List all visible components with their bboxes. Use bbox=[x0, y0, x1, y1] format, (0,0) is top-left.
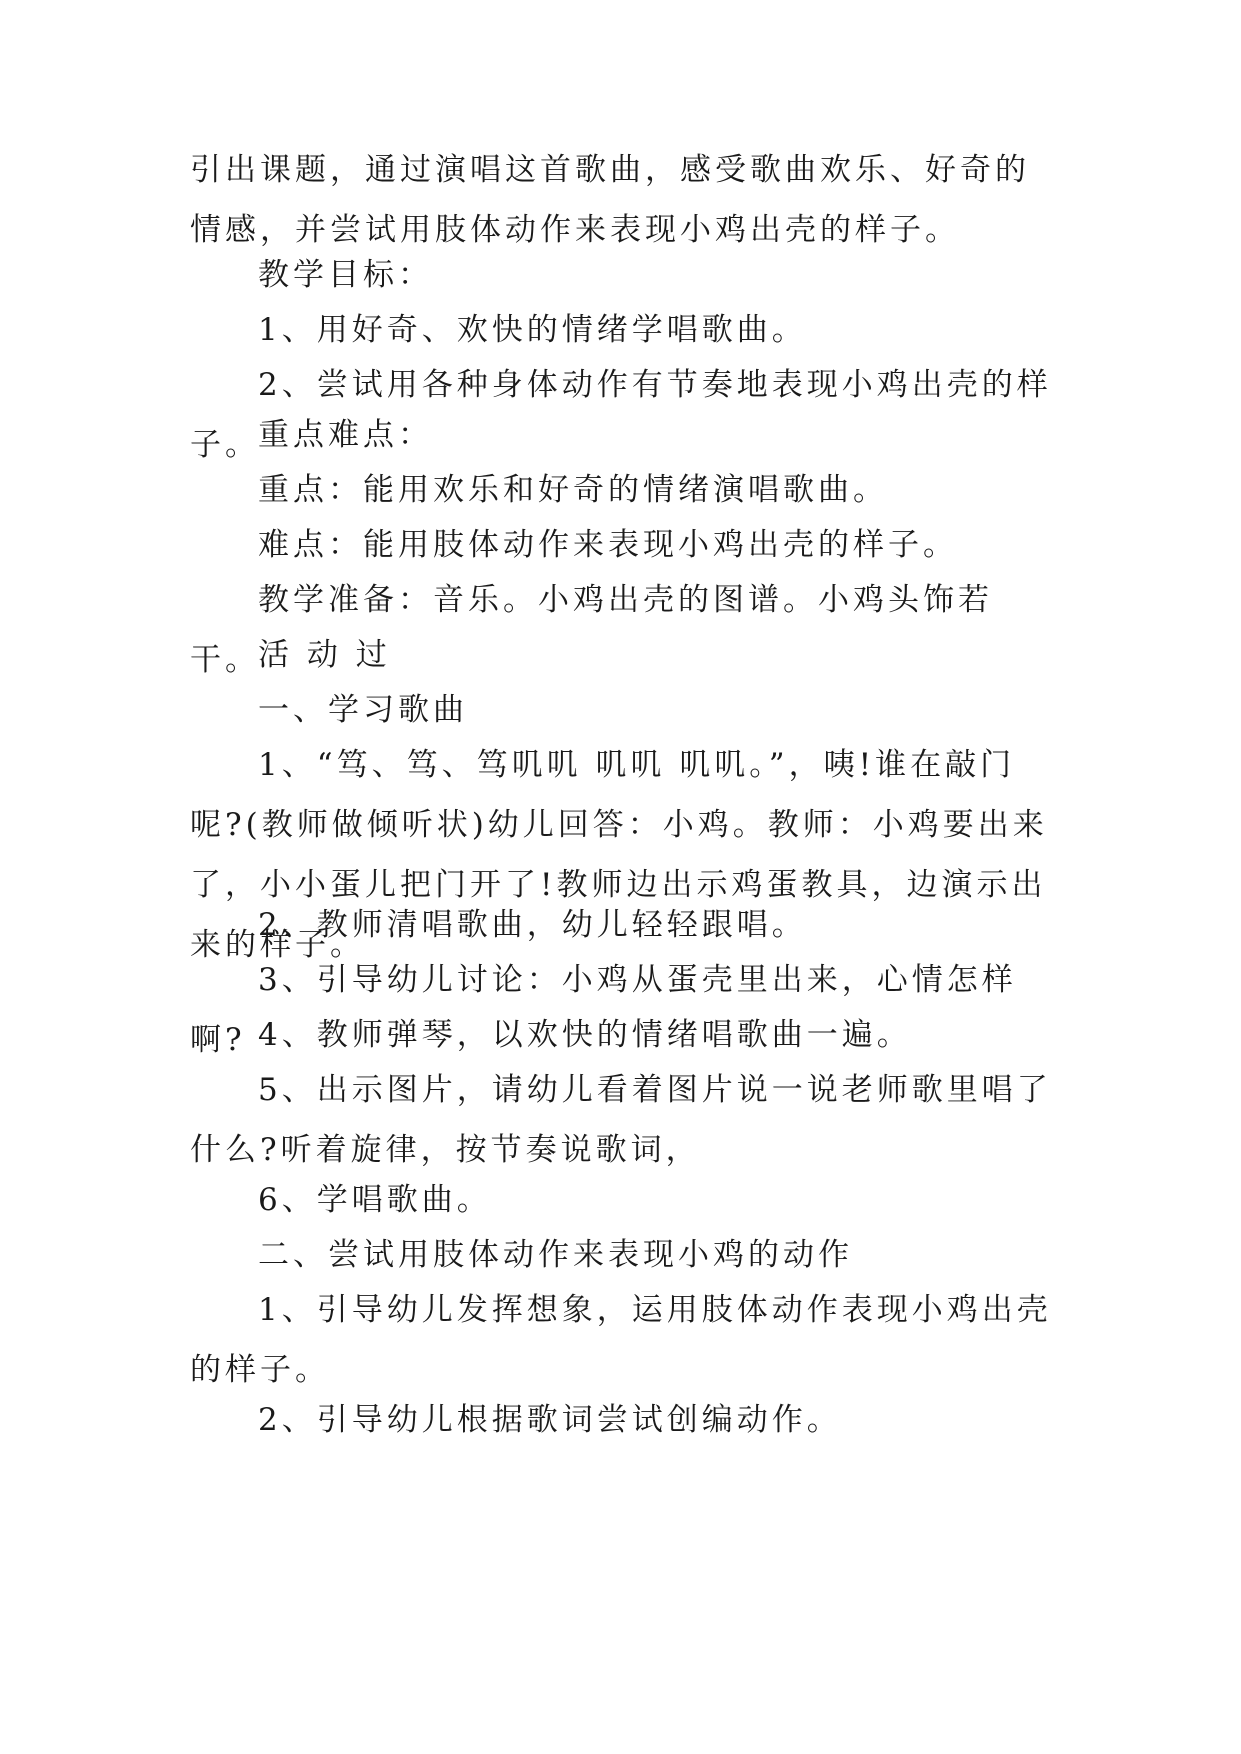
paragraph-step-1-6: 6、学唱歌曲。 bbox=[258, 1182, 492, 1218]
paragraph-step-1-5: 5、出示图片，请幼儿看着图片说一说老师歌里唱了什么?听着旋律，按节奏说歌词， bbox=[190, 1072, 1052, 1168]
paragraph-step-1-3: 3、引导幼儿讨论：小鸡从蛋壳里出来，心情怎样啊? bbox=[190, 962, 1017, 1058]
paragraph-goals-heading: 教学目标： bbox=[258, 257, 433, 293]
paragraph-activity-heading: 活 动 过 bbox=[258, 637, 391, 673]
paragraph-difficulty: 难点：能用肢体动作来表现小鸡出壳的样子。 bbox=[258, 527, 958, 563]
paragraph-section-1: 一、学习歌曲 bbox=[258, 692, 468, 728]
paragraph-step-1-2: 2、教师清唱歌曲，幼儿轻轻跟唱。 bbox=[258, 907, 807, 943]
paragraph-keypoints-heading: 重点难点： bbox=[258, 417, 433, 453]
paragraph-intro: 引出课题，通过演唱这首歌曲，感受歌曲欢乐、好奇的情感，并尝试用肢体动作来表现小鸡出壳的样子。 bbox=[190, 152, 1030, 248]
paragraph-step-1-4: 4、教师弹琴，以欢快的情绪唱歌曲一遍。 bbox=[258, 1017, 912, 1053]
paragraph-step-1-1: 1、“笃、笃、笃叽叽 叽叽 叽叽。”，咦!谁在敲门呢?(教师做倾听状)幼儿回答：小鸡。教师：小鸡要出来了，小小蛋儿把门开了!教师边出示鸡蛋教具，边演示出来的样子。 bbox=[190, 747, 1048, 963]
paragraph-preparation: 教学准备：音乐。小鸡出壳的图谱。小鸡头饰若干。 bbox=[190, 582, 993, 678]
paragraph-goal-2: 2、尝试用各种身体动作有节奏地表现小鸡出壳的样子。 bbox=[190, 367, 1052, 463]
paragraph-step-2-2: 2、引导幼儿根据歌词尝试创编动作。 bbox=[258, 1402, 842, 1438]
paragraph-step-2-1: 1、引导幼儿发挥想象，运用肢体动作表现小鸡出壳的样子。 bbox=[190, 1292, 1052, 1388]
paragraph-keypoint: 重点：能用欢乐和好奇的情绪演唱歌曲。 bbox=[258, 472, 888, 508]
paragraph-goal-1: 1、用好奇、欢快的情绪学唱歌曲。 bbox=[258, 312, 807, 348]
paragraph-section-2: 二、尝试用肢体动作来表现小鸡的动作 bbox=[258, 1237, 853, 1273]
